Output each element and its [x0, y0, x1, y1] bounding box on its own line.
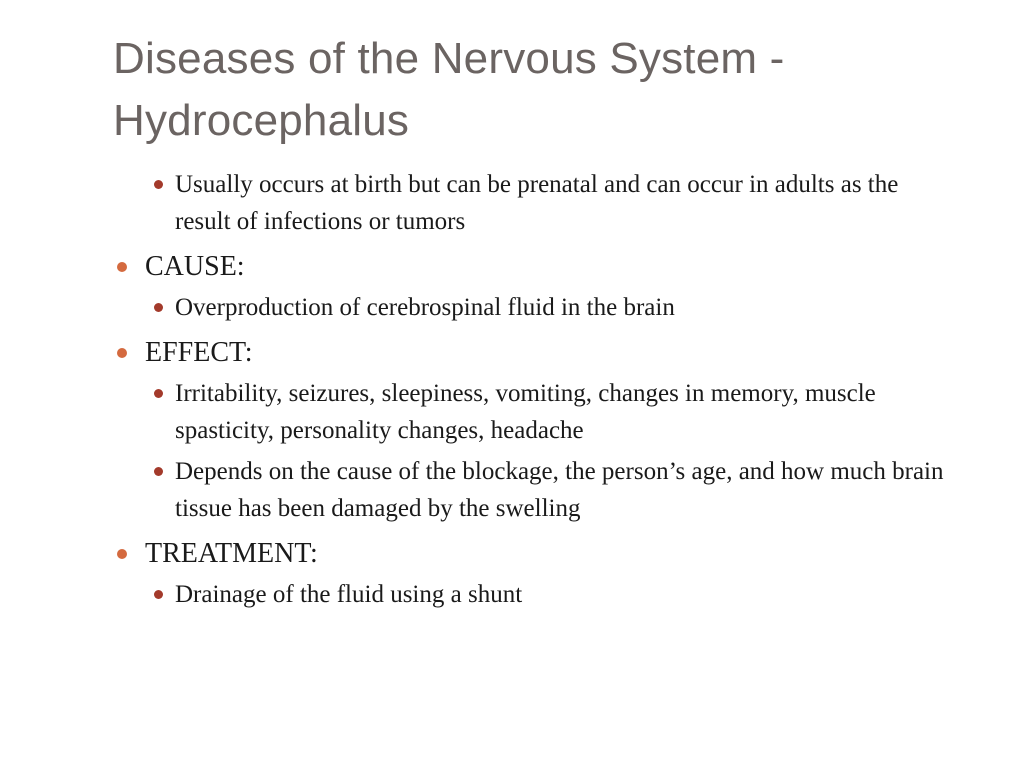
bullet-item-effect-severity [113, 453, 953, 527]
bullet-item-effect-heading [113, 334, 953, 371]
bullet-list [113, 166, 953, 613]
bullet-dot-icon [154, 590, 163, 599]
bullet-dot-icon [154, 467, 163, 476]
bullet-text: Overproduction of cerebrospinal fluid in the brain [175, 294, 675, 321]
bullet-text: TREATMENT: [145, 538, 318, 569]
bullet-item-onset [113, 166, 953, 240]
bullet-item-cause-heading [113, 248, 953, 285]
bullet-dot-icon [154, 389, 163, 398]
slide-title-line-2: Hydrocephalus [113, 96, 410, 145]
bullet-text: Usually occurs at birth but can be prenatal and can occur in adults as the result of infections or tumors [175, 171, 899, 235]
bullet-dot-icon [117, 348, 127, 358]
bullet-dot-icon [154, 303, 163, 312]
bullet-text: EFFECT: [145, 337, 253, 368]
bullet-item-cause [113, 289, 953, 326]
bullet-item-effect-symptoms [113, 375, 953, 449]
slide-title-line-1: Diseases of the Nervous System - [113, 34, 785, 83]
bullet-text: Drainage of the fluid using a shunt [175, 581, 523, 608]
bullet-dot-icon [154, 180, 163, 189]
slide-title [113, 28, 913, 152]
bullet-dot-icon [117, 262, 127, 272]
bullet-text: CAUSE: [145, 251, 245, 282]
bullet-text: Depends on the cause of the blockage, the person’s age, and how much brain tissue has been damaged by the swelling [175, 458, 944, 522]
bullet-text: Irritability, seizures, sleepiness, vomiting, changes in memory, muscle spasticity, personality changes, headache [175, 380, 876, 444]
bullet-dot-icon [117, 549, 127, 559]
bullet-item-treatment-heading [113, 535, 953, 572]
bullet-item-treatment [113, 576, 953, 613]
